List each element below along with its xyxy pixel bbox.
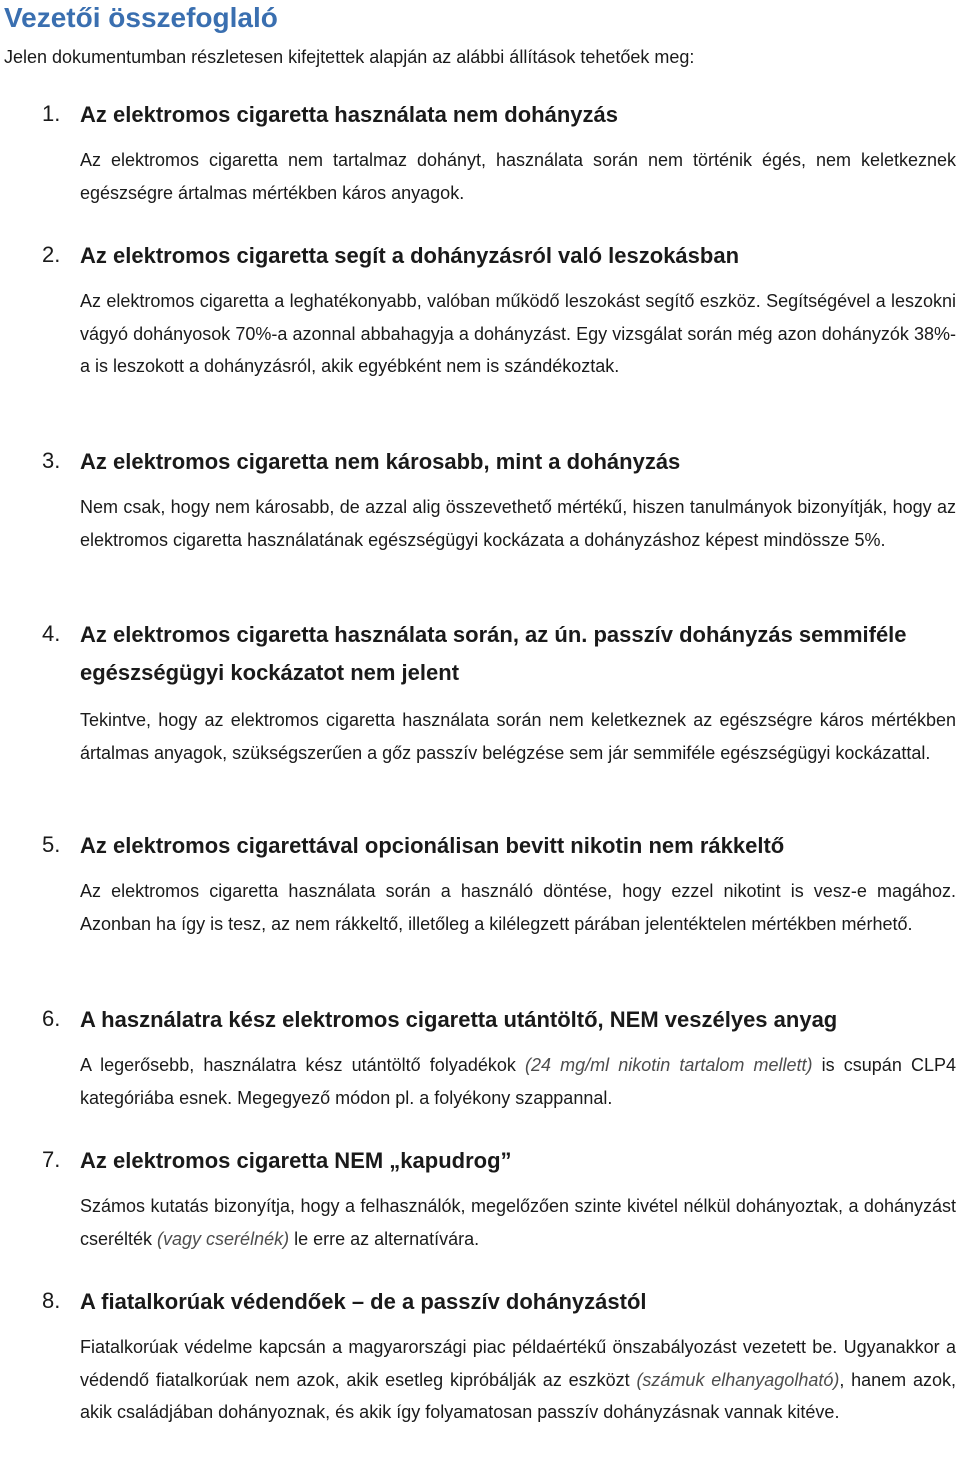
section-body: Tekintve, hogy az elektromos cigaretta használata során nem keletkeznek az egészségre káros mértékben ártalmas anyagok, szükségszerűen a gőz passzív belégzése sem jár semmiféle egészségügyi kockázattal. [80,710,956,763]
section-title: Az elektromos cigaretta nem károsabb, mint a dohányzás [80,449,681,474]
section-number: 1. [42,101,61,126]
section-body-text: Fiatalkorúak védelme kapcsán a magyarországi piac példaértékű önszabályozást vezetett be. Ugyanakkor a védendő fiatalkorúak nem azok, akik esetleg kipróbálják az eszközt [80,1337,956,1390]
section-body-italic: (számuk elhanyagolható) [636,1369,840,1390]
section-title: Az elektromos cigaretta használata nem dohányzás [80,102,618,127]
section-body: Az elektromos cigaretta használata során a használó döntése, hogy ezzel nikotint is vesz-e magához. Azonban ha így is tesz, az nem rákkeltő, illetőleg a kilélegzett párában jelentéktelen mértékben mérhető. [80,881,956,934]
section-title: Az elektromos cigarettával opcionálisan bevitt nikotin nem rákkeltő [80,833,785,858]
intro-text: Jelen dokumentumban részletesen kifejtettek alapján az alábbi állítások tehetőek meg: [4,47,695,67]
section-body-text: le erre az alternatívára. [289,1228,480,1249]
section-body: Nem csak, hogy nem károsabb, de azzal alig összevethető mértékű, hiszen tanulmányok bizonyítják, hogy az elektromos cigaretta használatának egészségügyi kockázata a dohányzáshoz képest mindössze 5%. [80,497,956,550]
section-body [80,1049,956,1114]
section-title: A fiatalkorúak védendőek – de a passzív dohányzástól [80,1289,647,1314]
section-body-text: is csupán CLP4 kategóriába esnek. Megegyező módon pl. a folyékony szappannal. [80,1055,956,1108]
section-title: A használatra kész elektromos cigaretta utántöltő, NEM veszélyes anyag [80,1007,838,1032]
section-body [80,1190,956,1255]
section-body-italic: (24 mg/ml nikotin tartalom mellett) [524,1055,813,1075]
section-title: Az elektromos cigaretta segít a dohányzásról való leszokásban [80,243,740,268]
section-body [80,1331,956,1429]
section-number: 6. [42,1006,61,1031]
section-number: 8. [42,1288,61,1313]
section-body-text: , hanem azok, akik családjában dohányoznak, és akik így folyamatosan passzív dohányzásnak vannak kitéve. [80,1369,956,1422]
page-title: Vezetői összefoglaló [4,2,278,33]
section-number: 5. [42,832,61,857]
section-body-text: A legerősebb, használatra kész utántöltő folyadékok [80,1055,525,1075]
section-body-text: Számos kutatás bizonyítja, hogy a felhasználók, megelőzően szinte kivétel nélkül dohányoztak, a dohányzást cserélték [80,1196,956,1249]
section-body: Az elektromos cigaretta a leghatékonyabb, valóban működő leszokást segítő eszköz. Segítségével a leszokni vágyó dohányosok 70%-a azonnal abbahagyja a dohányzást. Egy vizsgálat során még azon dohányzók 38%-a is leszokott a dohányzásról, akik egyébként nem is szándékoztak. [80,291,956,376]
section-number: 4. [42,621,61,646]
section-number: 2. [42,242,61,267]
section-number: 3. [42,448,61,473]
section-title: Az elektromos cigaretta NEM „kapudrog” [80,1148,512,1173]
section-title: Az elektromos cigaretta használata során, az ún. passzív dohányzás semmiféle egészségügyi kockázatot nem jelent [80,622,907,685]
section-body: Az elektromos cigaretta nem tartalmaz dohányt, használata során nem történik égés, nem keletkeznek egészségre ártalmas mértékben káros anyagok. [80,150,956,203]
section-number: 7. [42,1147,61,1172]
section-body-italic: (vagy cserélnék) [157,1228,290,1249]
